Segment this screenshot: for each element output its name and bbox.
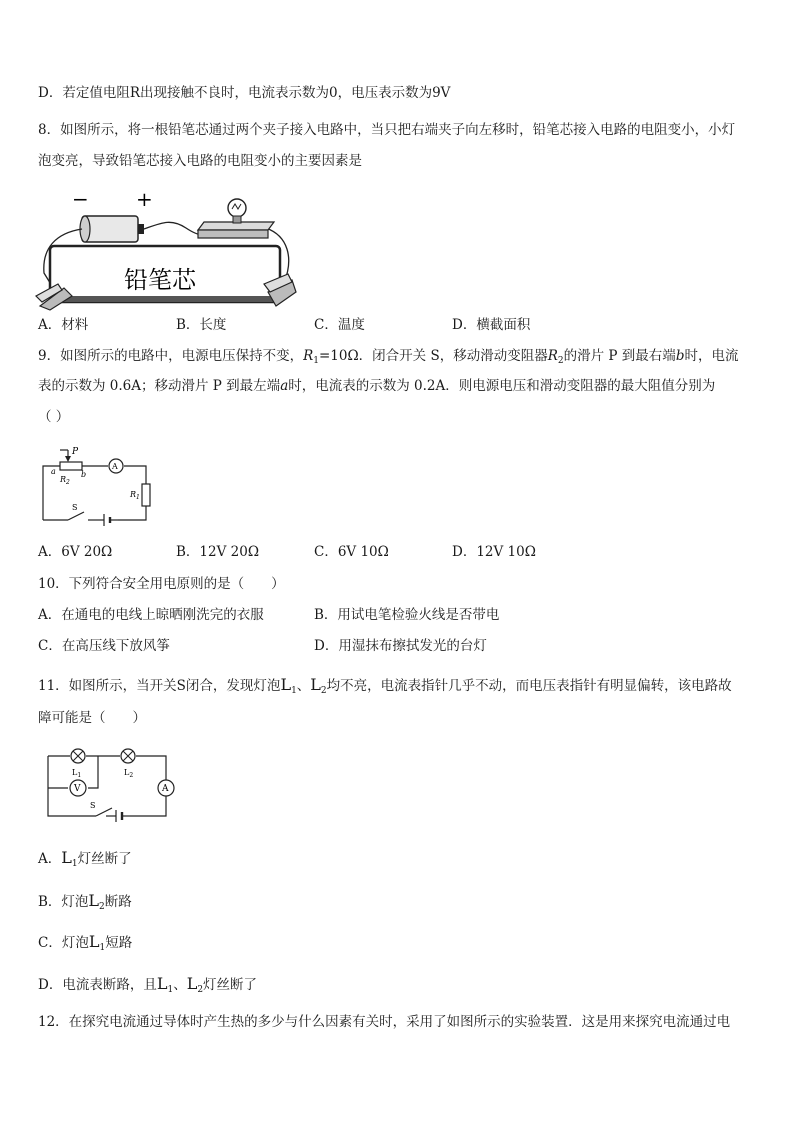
q11-circuit-figure	[40, 748, 180, 828]
battery-icon	[104, 514, 118, 526]
q9-option-a: A．6V 20Ω	[38, 544, 113, 560]
l1-label: $L_1$	[72, 768, 82, 779]
q9-stem-line2: 表的示数为 0.6A；移动滑片 P 到最左端a时，电流表的示数为 0.2A．则电源电压和滑动变阻器的最大阻值分别为	[38, 378, 716, 394]
q9-option-b: B．12V 20Ω	[176, 544, 260, 560]
bulb-icon	[198, 199, 274, 238]
q8-option-a: A．材料	[38, 317, 89, 333]
ammeter-label: A	[112, 462, 118, 471]
switch-s-label: S	[90, 801, 96, 810]
rheostat-r2-icon	[60, 462, 82, 470]
q10-stem: 10．下列符合安全用电原则的是（ ）	[38, 576, 285, 592]
q7-option-d: D．若定值电阻R出现接触不良时，电流表示数为0，电压表示数为9V	[38, 85, 451, 101]
end-b-label: b	[81, 470, 87, 479]
q10-option-d: D．用湿抹布擦拭发光的台灯	[314, 638, 487, 654]
q9-stem-line1: 9．如图所示的电路中，电源电压保持不变，$R_1=10\Omega$．闭合开关 S，移动滑动变阻器$R_2$的滑片 P 到最右端b时，电流	[38, 348, 739, 366]
q11-option-a: A．$L_1$灯丝断了	[38, 848, 132, 869]
q11-option-b: B．灯泡$L_2$断路	[38, 891, 132, 912]
switch-s-label: S	[72, 503, 78, 512]
q9-option-d: D．12V 10Ω	[452, 544, 536, 560]
bulb-l1-icon	[71, 749, 85, 763]
q8-stem-line1: 8．如图所示，将一根铅笔芯通过两个夹子接入电路中，当只把右端夹子向左移时，铅笔芯接入电路的电阻变小，小灯	[38, 122, 736, 138]
q12-stem-line1: 12．在探究电流通过导体时产生热的多少与什么因素有关时，采用了如图所示的实验装置．这是用来探究电流通过电	[38, 1014, 731, 1030]
q9-option-c: C．6V 10Ω	[314, 544, 389, 560]
voltmeter-label: V	[74, 784, 81, 794]
q11-option-c: C．灯泡$L_1$短路	[38, 932, 133, 953]
r1-label: $R_1$	[130, 490, 140, 501]
q11-stem-line2: 障可能是（ ）	[38, 710, 146, 726]
q10-option-b: B．用试电笔检验火线是否带电	[314, 607, 500, 623]
bulb-l2-icon	[121, 749, 135, 763]
battery-minus-label: −	[72, 187, 89, 211]
q10-option-a: A．在通电的电线上晾晒刚洗完的衣服	[38, 607, 264, 623]
q8-option-d: D．横截面积	[452, 317, 531, 333]
q10-option-c: C．在高压线下放风筝	[38, 638, 170, 654]
battery-icon	[80, 216, 144, 242]
resistor-r1-icon	[142, 484, 150, 506]
battery-icon	[116, 810, 130, 822]
battery-plus-label: +	[136, 187, 153, 211]
slider-p-label: P	[72, 447, 79, 457]
pencil-lead-label: 铅笔芯	[124, 266, 196, 294]
q8-option-b: B．长度	[176, 317, 227, 333]
q9-circuit-figure	[38, 440, 158, 524]
q11-stem-line1: 11．如图所示，当开关S闭合，发现灯泡$L_1$、$L_2$均不亮，电流表指针几乎不动，而电压表指针有明显偏转，该电路故	[38, 675, 732, 696]
q8-stem-line2: 泡变亮，导致铅笔芯接入电路的电阻变小的主要因素是	[38, 153, 362, 169]
l2-label: $L_2$	[124, 768, 134, 779]
q8-option-c: C．温度	[314, 317, 365, 333]
ammeter-label: A	[162, 784, 169, 794]
end-a-label: a	[51, 467, 56, 476]
q9-stem-line3: （ ）	[38, 409, 70, 425]
pencil-lead-icon	[50, 246, 280, 302]
q8-pencil-circuit-figure	[36, 188, 296, 308]
r2-label: $R_2$	[60, 475, 70, 486]
q11-option-d: D．电流表断路，且$L_1$、$L_2$灯丝断了	[38, 974, 258, 995]
